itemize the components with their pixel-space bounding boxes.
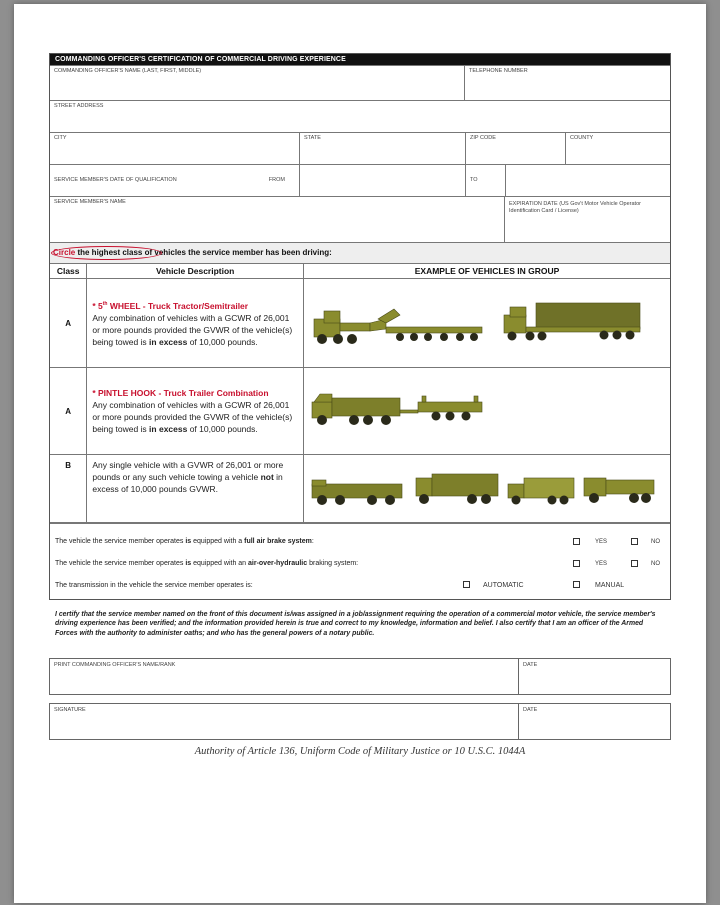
street-address-field[interactable] xyxy=(50,101,670,132)
semitrailer-trucks-image xyxy=(304,279,670,367)
red-circle-annotation xyxy=(51,246,162,260)
state-field[interactable] xyxy=(299,133,465,164)
date-label-1: DATE xyxy=(523,662,538,668)
table-row[interactable] xyxy=(50,455,670,523)
single-trucks-image xyxy=(304,456,670,522)
date-field-2[interactable] xyxy=(518,704,670,739)
certification-statement: I certify that the service member named on the front of this document is/was assigned in a job/assignment requiring the operation of a commercial motor vehicle, the service member's driving experience has been verified; and the information provided herein is true and correct to my knowledge, information and belief. I also certify that I am an officer of the Armed Forces with the authority to administer oaths; and who has the general powers of a notary public. xyxy=(55,611,656,637)
state-label: STATE xyxy=(304,135,321,141)
manual-checkbox[interactable] xyxy=(573,581,580,588)
form-title: COMMANDING OFFICER'S CERTIFICATION OF COMMERCIAL DRIVING EXPERIENCE xyxy=(50,54,670,65)
air-brake-yes-checkbox[interactable] xyxy=(573,538,580,545)
vehicle-type-title: * 5th WHEEL - Truck Tractor/Semitrailer xyxy=(92,300,249,311)
description-header: Vehicle Description xyxy=(87,264,304,279)
full-air-brake-question: The vehicle the service member operates is equipped with a full air brake system: xyxy=(55,538,314,545)
to-label-cell xyxy=(465,165,505,196)
circle-instruction xyxy=(50,242,670,263)
brake-transmission-section xyxy=(50,523,670,599)
date-field-1[interactable] xyxy=(518,659,670,694)
expiration-date-field[interactable] xyxy=(504,197,670,242)
air-brake-no-label: NO xyxy=(651,539,660,545)
vehicle-class-table xyxy=(50,263,670,523)
vehicle-examples-cell xyxy=(304,455,671,523)
zip-label: ZIP CODE xyxy=(470,135,496,141)
signature-row xyxy=(49,703,671,740)
signature-label: SIGNATURE xyxy=(54,707,86,713)
telephone-label: TELEPHONE NUMBER xyxy=(469,68,528,74)
print-name-label: PRINT COMMANDING OFFICER'S NAME/RANK xyxy=(54,662,176,668)
from-label: FROM xyxy=(268,177,285,183)
from-date-field[interactable] xyxy=(299,165,465,196)
class-cell[interactable]: B xyxy=(50,455,87,523)
print-name-field[interactable] xyxy=(50,659,518,694)
automatic-label: AUTOMATIC xyxy=(483,582,524,589)
table-row[interactable] xyxy=(50,368,670,455)
zip-field[interactable] xyxy=(465,133,565,164)
hydraulic-yes-checkbox[interactable] xyxy=(573,560,580,567)
automatic-checkbox[interactable] xyxy=(463,581,470,588)
table-header-row xyxy=(50,264,670,279)
description-cell: * PINTLE HOOK - Truck Trailer Combination Any combination of vehicles with a GCWR of 26,001 or more pounds provided the GVWR of the vehicle(s) being towed is in excess of 10,000 pounds. xyxy=(87,368,304,455)
street-address-label: STREET ADDRESS xyxy=(54,103,104,109)
air-over-hydraulic-question: The vehicle the service member operates is equipped with an air-over-hydraulic braking system: xyxy=(55,560,359,567)
table-row[interactable] xyxy=(50,279,670,368)
co-name-field[interactable] xyxy=(50,66,464,100)
hydraulic-no-label: NO xyxy=(651,561,660,567)
hydraulic-yes-label: YES xyxy=(595,561,608,567)
manual-label: MANUAL xyxy=(595,582,625,589)
county-label: COUNTY xyxy=(570,135,594,141)
city-field[interactable] xyxy=(50,133,299,164)
expiration-date-label: EXPIRATION DATE (US Gov't Motor Vehicle Operator Identification Card / License) xyxy=(509,201,641,214)
class-cell[interactable]: A xyxy=(50,279,87,368)
vehicle-examples-cell xyxy=(304,279,671,368)
description-cell: Any single vehicle with a GVWR of 26,001 or more pounds or any such vehicle towing a vehicle not in excess of 10,000 pounds GVWR. xyxy=(87,455,304,523)
hydraulic-no-checkbox[interactable] xyxy=(631,560,638,567)
qualification-date-label: SERVICE MEMBER'S DATE OF QUALIFICATION xyxy=(54,177,177,183)
to-date-field[interactable] xyxy=(505,165,670,196)
vehicle-type-title: * PINTLE HOOK - Truck Trailer Combination xyxy=(92,388,269,398)
air-brake-yes-label: YES xyxy=(595,539,608,545)
date-label-2: DATE xyxy=(523,707,538,713)
to-label: TO xyxy=(470,177,478,183)
co-name-label: COMMANDING OFFICER'S NAME (LAST, FIRST, MIDDLE) xyxy=(54,68,202,74)
authority-footer: Authority of Article 136, Uniform Code of Military Justice or 10 U.S.C. 1044A xyxy=(194,746,526,757)
county-field[interactable] xyxy=(565,133,670,164)
city-label: CITY xyxy=(54,135,67,141)
class-cell[interactable]: A xyxy=(50,368,87,455)
instruction-text: the highest class of vehicles the service member has been driving: xyxy=(75,248,332,257)
member-name-field[interactable] xyxy=(50,197,504,242)
circle-word: Circle xyxy=(53,248,76,257)
telephone-field[interactable] xyxy=(464,66,670,100)
member-name-label: SERVICE MEMBER'S NAME xyxy=(54,199,126,205)
certification-form xyxy=(49,53,671,600)
description-cell: * 5th WHEEL - Truck Tractor/Semitrailer Any combination of vehicles with a GCWR of 26,001 or more pounds provided the GVWR of the vehicle(s) being towed is in excess of 10,000 pounds. xyxy=(87,279,304,368)
air-brake-no-checkbox[interactable] xyxy=(631,538,638,545)
signature-field[interactable] xyxy=(50,704,518,739)
examples-header: EXAMPLE OF VEHICLES IN GROUP xyxy=(304,264,671,279)
print-name-row xyxy=(49,658,671,695)
class-header: Class xyxy=(50,264,87,279)
qualification-date-field[interactable] xyxy=(50,165,299,196)
transmission-question: The transmission in the vehicle the service member operates is: xyxy=(55,582,253,589)
vehicle-examples-cell xyxy=(304,368,671,455)
pintle-hook-truck-image xyxy=(304,368,670,454)
